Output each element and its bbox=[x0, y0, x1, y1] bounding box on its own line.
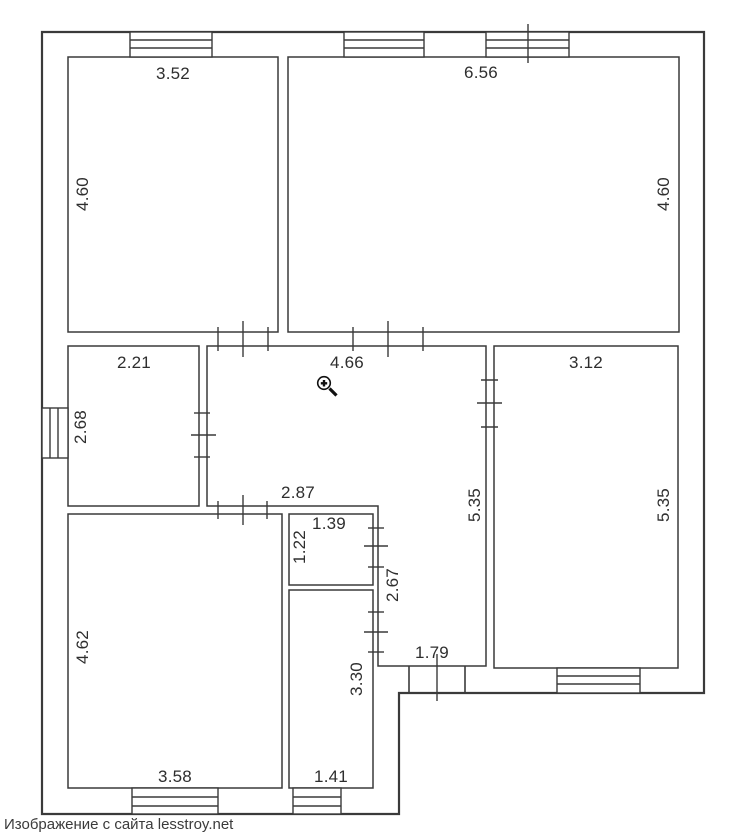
dim-hall-lower-wall: 2.87 bbox=[281, 483, 315, 502]
window-top-1 bbox=[130, 32, 212, 57]
window-bottom-right bbox=[557, 668, 640, 693]
dim-middle-left-room-height: 2.68 bbox=[71, 410, 90, 444]
dim-top-left-room-width: 3.52 bbox=[156, 64, 190, 83]
window-bottom-1 bbox=[132, 788, 218, 814]
windows bbox=[42, 24, 640, 814]
room-hall bbox=[207, 346, 486, 666]
dim-hall-lower-height: 2.67 bbox=[383, 568, 402, 602]
watermark-text: Изображение с сайта lesstroy.net bbox=[4, 816, 234, 833]
door-bottom-center-room bbox=[364, 612, 388, 652]
door-hall-to-top-left bbox=[218, 321, 268, 357]
window-bottom-2 bbox=[293, 788, 341, 814]
room-top-right bbox=[288, 57, 679, 332]
room-bottom-left bbox=[68, 514, 282, 788]
dim-hall-width: 4.66 bbox=[330, 353, 364, 372]
dim-bottom-left-room-width: 3.58 bbox=[158, 767, 192, 786]
dim-small-room-width: 1.39 bbox=[312, 514, 346, 533]
door-small-room bbox=[364, 528, 388, 567]
window-top-3 bbox=[486, 24, 569, 63]
door-hall-to-top-right bbox=[353, 321, 423, 357]
window-left bbox=[42, 408, 68, 458]
door-openings bbox=[191, 321, 502, 701]
dim-bottom-center-room-height: 3.30 bbox=[347, 662, 366, 696]
room-right bbox=[494, 346, 678, 668]
room-top-left bbox=[68, 57, 278, 332]
door-middle-left-room bbox=[191, 413, 216, 457]
dim-top-right-room-height: 4.60 bbox=[654, 177, 673, 211]
dim-hall-right-height: 5.35 bbox=[465, 488, 484, 522]
dim-right-room-width: 3.12 bbox=[569, 353, 603, 372]
door-hall-to-right-room bbox=[477, 380, 502, 427]
window-top-2 bbox=[344, 32, 424, 57]
dim-top-left-room-height: 4.60 bbox=[73, 177, 92, 211]
door-hall-to-bottom-left bbox=[218, 495, 267, 525]
dim-middle-left-room-width: 2.21 bbox=[117, 353, 151, 372]
dim-top-right-room-width: 6.56 bbox=[464, 63, 498, 82]
dim-bottom-left-room-height: 4.62 bbox=[73, 630, 92, 664]
dim-right-room-height: 5.35 bbox=[654, 488, 673, 522]
dim-bottom-center-room-width: 1.41 bbox=[314, 767, 348, 786]
zoom-in-cursor-icon bbox=[318, 377, 337, 396]
dim-small-room-height: 1.22 bbox=[290, 530, 309, 564]
dim-entry-opening-width: 1.79 bbox=[415, 643, 449, 662]
